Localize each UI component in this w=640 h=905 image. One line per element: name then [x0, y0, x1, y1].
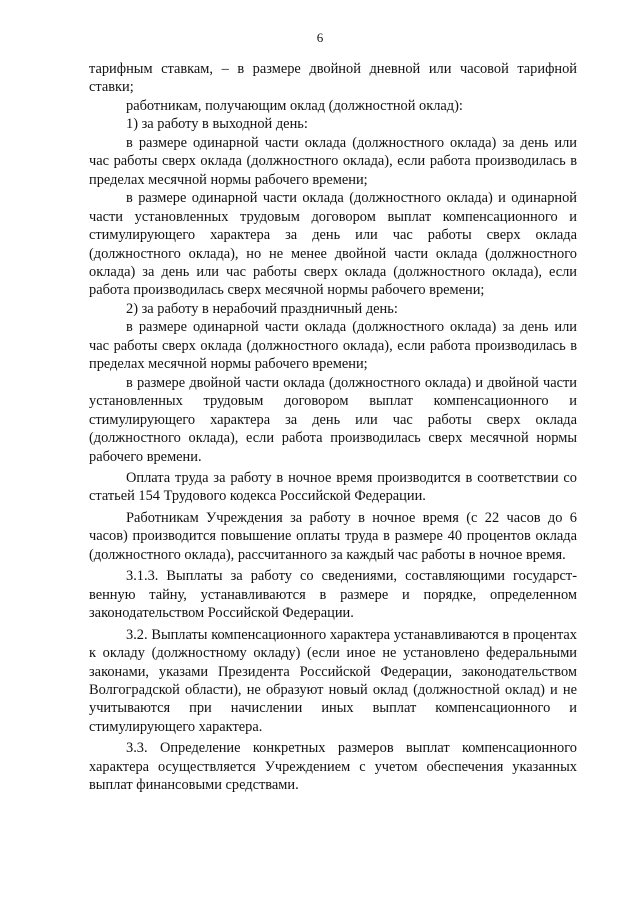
paragraph-salaried-workers: работникам, получающим оклад (должностной оклад): [126, 97, 463, 114]
paragraph-day-off-over-norm: в размере одинарной части оклада (должностного оклада) и одинарной части установленных трудовым договором выплат компенсационного и стимулирующего характера за день или час работы сверх оклада (должностного оклада), но не менее двойной части оклада (должностного оклада) за день или час работы сверх оклада (должностного оклада), если работа производилась сверх месячной нормы рабочего времени; [89, 190, 577, 299]
paragraph-compensation-percent: 3.2. Выплаты компенсационного характера устанавливаются в процентах к окладу (должностному окладу) (если иное не установлено федеральными законами, указами Президента Российской Федерации, законодательством Волгоградской области), не образуют новый оклад (должностной оклад) и не учитываются при начислении иных выплат компенсационного и стимулирующего характера. [89, 626, 577, 735]
paragraph-night-work-increase: Работникам Учреждения за работу в ночное время (с 22 часов до 6 часов) производится повышение оплаты труда в размере 40 процентов оклада (должностного оклада), рассчитанного за каждый час работы в ночное время. [89, 509, 577, 563]
page-number: 6 [316, 30, 324, 45]
paragraph-tariff-rates: тарифным ставкам, – в размере двойной дневной или часовой тарифной ставки; [89, 61, 577, 96]
paragraph-holiday-over-norm: в размере двойной части оклада (должностного оклада) и двойной части установленных трудовым договором выплат компенсационного и стимулирующего характера за день или час работы сверх оклада (должностного оклада), если работа производилась сверх месячной нормы рабочего времени. [89, 374, 577, 465]
paragraph-holiday-within-norm: в размере одинарной части оклада (должностного оклада) за день или час работы сверх оклада (должностного оклада), если работа производилась в пределах месячной нормы рабочего времени; [89, 319, 577, 373]
paragraph-day-off-heading: 1) за работу в выходной день: [126, 116, 308, 133]
paragraph-night-work-pay: Оплата труда за работу в ночное время производится в соответствии со статьей 154 Трудового кодекса Российской Федерации. [89, 469, 577, 505]
paragraph-holiday-heading: 2) за работу в нерабочий праздничный день: [126, 300, 398, 317]
document-body [89, 60, 577, 795]
paragraph-compensation-amounts: 3.3. Определение конкретных размеров выплат компенсационного характера осуществляется Учреждением с учетом обеспечения указанных выплат финансовыми средствами. [89, 740, 577, 794]
paragraph-day-off-within-norm: в размере одинарной части оклада (должностного оклада) за день или час работы сверх оклада (должностного оклада), если работа производилась в пределах месячной нормы рабочего времени; [89, 134, 577, 188]
paragraph-state-secret: 3.1.3. Выплаты за работу со сведениями, составляющими государст-венную тайну, устанавливаются в размере и порядке, определенном законодательством Российской Федерации. [89, 568, 577, 622]
